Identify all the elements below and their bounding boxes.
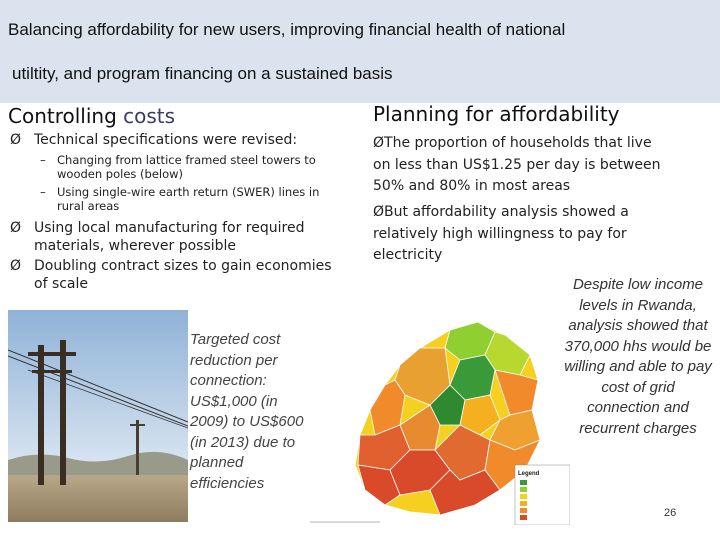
left-bullet [10,219,340,255]
sub-bullet-text: Using single-wire earth return (SWER) lines in rural areas [57,185,320,213]
bullet-text: But affordability analysis showed a relatively high willingness to pay for electricity [373,204,629,263]
header-line-2: utiltity, and program financing on a sustained basis [12,64,393,83]
header-line-1: Balancing affordability for new users, improving financial health of national [8,20,566,39]
left-sub-bullet [40,185,340,213]
arrow-bullet-icon: Ø [10,258,22,274]
dash-bullet-icon: – [40,153,46,167]
title-part-2: costs [123,104,176,128]
bullet-text: Using local manufacturing for required materials, wherever possible [34,220,305,254]
bullet-text: The proportion of households that live on less than US$1.25 per day is between 50% and 80% in most areas [373,135,661,194]
arrow-bullet-icon: Ø [10,132,22,148]
arrow-bullet-icon: Ø [373,135,385,151]
bullet-text: Doubling contract sizes to gain economies of scale [34,258,332,292]
controlling-costs-title [8,104,175,128]
left-sub-bullet [40,153,340,181]
arrow-bullet-icon: Ø [10,220,22,236]
dash-bullet-icon: – [40,185,46,199]
rwanda-district-map [300,300,570,525]
planning-affordability-title: Planning for affordability [373,102,620,126]
title-part-1: Controlling [8,104,124,128]
arrow-bullet-icon: Ø [373,204,385,220]
rwanda-willingness-note: Despite low income levels in Rwanda, analysis showed that 370,000 hhs would be willing and able to pay cost of grid connection and recurrent charges [564,276,712,437]
left-bullet [10,131,340,149]
sub-bullet-text: Changing from lattice framed steel towers to wooden poles (below) [57,153,316,181]
legend-title: Legend [518,471,540,477]
wooden-poles-photo [8,310,188,522]
header-banner [0,0,720,103]
cost-reduction-note: Targeted cost reduction per connection: US$1,000 (in 2009) to US$600 (in 2013) due to planned efficiencies [190,331,304,492]
right-bullet [373,133,673,198]
bullet-text: Technical specifications were revised: [34,132,298,148]
left-bullet [10,257,340,293]
right-bullet [373,202,673,267]
page-number: 26 [664,507,677,519]
